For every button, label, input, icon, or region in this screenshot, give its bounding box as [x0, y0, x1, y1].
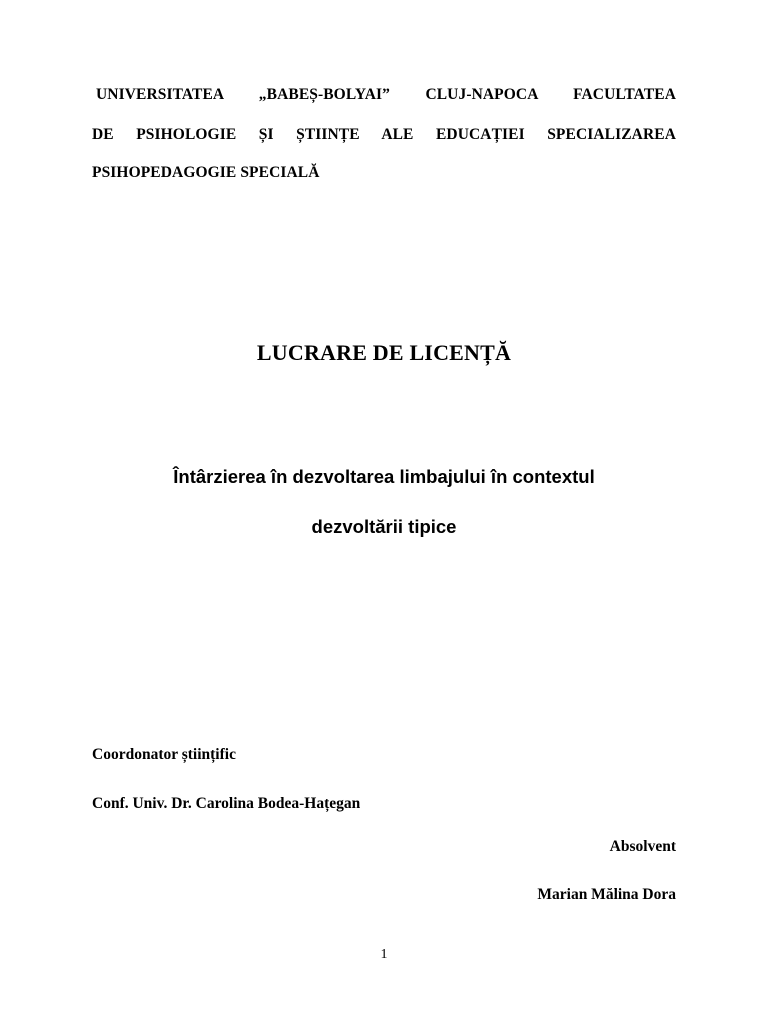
thesis-title-line-2: dezvoltării tipice	[311, 516, 457, 537]
graduate-name: Marian Mălina Dora	[537, 886, 676, 903]
coordinator-label: Coordonator științific	[92, 746, 236, 763]
thesis-title-line-1: Întârzierea în dezvoltarea limbajului în contextul	[173, 466, 595, 487]
page-number: 1	[380, 947, 388, 962]
coordinator-name: Conf. Univ. Dr. Carolina Bodea-Hațegan	[92, 795, 361, 812]
university-header-line-2: DE PSIHOLOGIE ȘI ȘTIINȚE ALE EDUCAȚIEI SPECIALIZAREA	[92, 126, 676, 143]
document-type-heading: LUCRARE DE LICENȚĂ	[256, 340, 512, 365]
university-header-line-3: PSIHOPEDAGOGIE SPECIALĂ	[92, 164, 320, 181]
university-header-line-1: UNIVERSITATEA „BABEȘ-BOLYAI” CLUJ-NAPOCA FACULTATEA	[96, 86, 676, 103]
graduate-label: Absolvent	[609, 838, 676, 855]
